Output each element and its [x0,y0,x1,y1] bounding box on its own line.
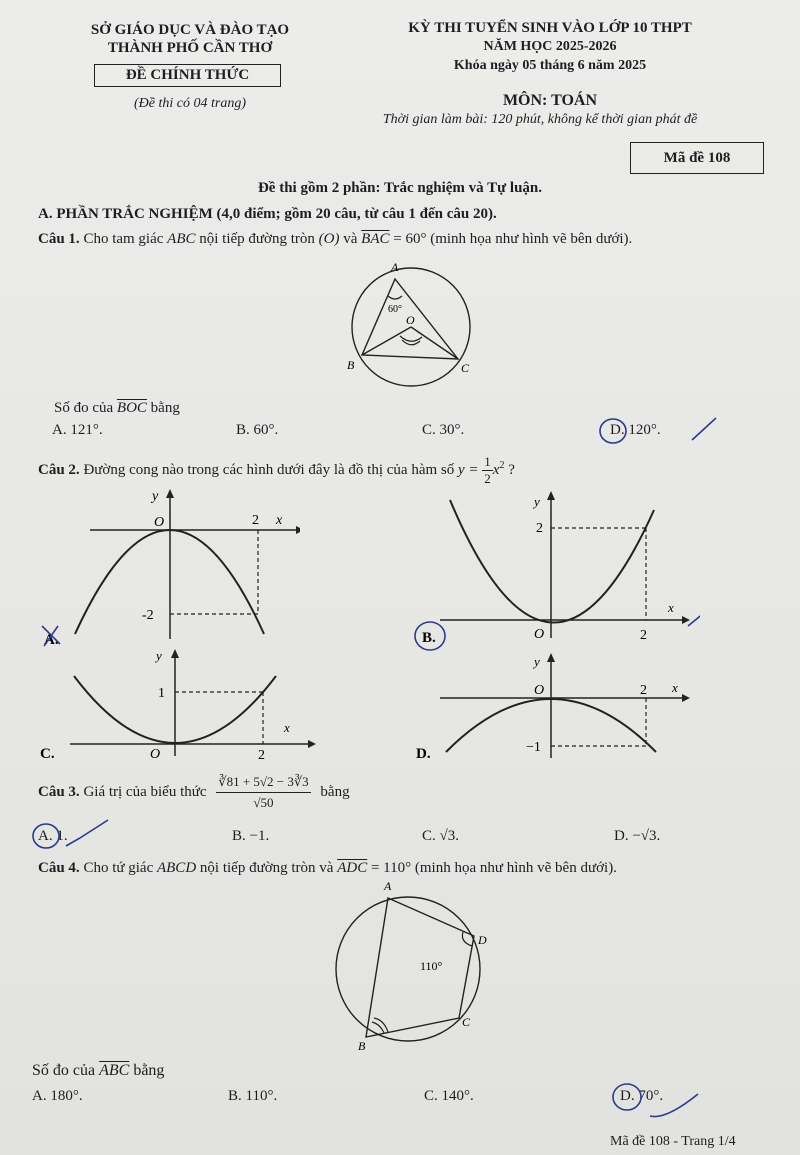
q4-text-b: nội tiếp đường tròn và [199,860,334,876]
q2-func-num: 1 [484,454,491,469]
intro-line: Đề thi gồm 2 phần: Trắc nghiệm và Tự luận. [257,180,543,196]
q1-option-d[interactable]: D. 120°. [610,422,661,438]
q1-ask-a: Số đo của [54,400,114,416]
q2-func-den: 2 [484,471,491,486]
graph-c-y-arrow [171,649,179,658]
graph-a-x-label: x [276,513,283,528]
q3-numerator: ∛81 + 5√2 − 3∛3 [216,772,310,793]
graph-c-x-arrow [308,740,316,748]
graph-a-x-arrow [296,526,300,534]
graph-b-y-arrow [547,491,555,500]
q2-label: Câu 2. [38,461,80,478]
graph-a-tick-m2: -2 [142,608,154,623]
q2-func-exp: 2 [499,459,505,471]
q1-fig-angle: 60° [388,304,402,315]
q1-option-b[interactable]: B. 60°. [236,422,279,438]
question-1 [38,231,632,248]
q4-fig-b: B [358,1039,366,1053]
question-2 [38,454,515,487]
graph-c-label: C. [40,746,55,762]
q3-denominator: √50 [253,795,274,810]
q3-label: Câu 3. [38,783,80,800]
q1-ask-b: bằng [150,400,180,416]
graph-d-x-arrow [682,694,690,702]
graph-a [30,484,300,649]
page-footer: Mã đề 108 - Trang 1/4 [610,1134,736,1149]
q4-eq: = 110° [370,860,412,876]
exam-code-box: Mã đề 108 [630,142,764,174]
graph-b-curve [450,500,654,623]
question-4 [38,860,617,877]
question-3 [38,772,350,813]
q4-ask-b: bằng [133,1062,165,1079]
time-note: Thời gian làm bài: 120 phút, không kể thời gian phát đề [382,112,698,127]
graph-b-tick-mark [688,608,700,626]
q4-option-c[interactable]: C. 140°. [424,1088,474,1104]
q3-pen-mark [28,812,128,852]
q1-answer-circle [600,419,626,443]
q1-text-b: nội tiếp đường tròn [199,231,315,247]
q4-ask [32,1062,164,1080]
q4-angle: $\overline{ADC}$ [337,860,368,876]
q4-option-a[interactable]: A. 180°. [32,1088,83,1104]
q4-tick-mark [650,1094,698,1117]
q1-ask [54,400,180,417]
subject: MÔN: TOÁN [502,92,598,109]
q3-fraction [216,772,310,813]
q2-text: Đường cong nào trong các hình dưới đây là đồ thị của hàm số [83,461,455,478]
q1-text-c: và [343,231,358,247]
q1-fig-c: C [461,361,470,375]
q1-circle: (O) [318,231,340,247]
q3-option-a[interactable]: A. 1. [38,828,68,844]
graph-b-origin: O [534,627,545,642]
q2-func-fraction [482,454,493,487]
graph-d-y-arrow [547,653,555,662]
q4-fig-a: A [384,879,392,893]
graph-d-y-label: y [534,654,540,669]
q1-label: Câu 1. [38,231,80,247]
q3-end: bằng [320,783,350,800]
official-label: ĐỀ CHÍNH THỨC [94,64,281,87]
q3-text: Giá trị của biểu thức [83,783,207,800]
q2-func-end: ? [508,461,515,478]
q4-ask-angle: $\overline{ABC}$ [99,1062,130,1079]
q1-angle-arc-a [388,296,402,299]
q1-abc: ABC [167,231,196,247]
graph-b-x-arrow [682,616,690,624]
q4-answer-circle [613,1084,641,1110]
q4-fig-angle: 110° [420,959,443,973]
q4-pen-mark [606,1076,716,1126]
q3-option-b[interactable]: B. −1. [232,828,270,844]
q4-angle-arc-b [372,1022,384,1033]
q4-fig-d: D [478,933,487,947]
graph-b-y-label: y [534,494,540,509]
q1-fig-b: B [347,358,355,372]
q1-option-c[interactable]: C. 30°. [422,422,465,438]
q2-func-rhs: x [492,461,500,478]
q4-label: Câu 4. [38,860,80,876]
graph-a-y-arrow [166,489,174,498]
graph-c [30,644,320,764]
q3-option-c[interactable]: C. √3. [422,828,459,844]
q1-figure [340,258,490,408]
section-a-title: A. PHẦN TRẮC NGHIỆM (4,0 điểm; gồm 20 câu, từ câu 1 đến câu 20). [38,206,497,222]
q4-circle-shape [336,897,480,1041]
graph-a-label: A. [44,632,59,648]
q2-func-lhs: y = [457,461,479,478]
graph-c-tick-1: 1 [158,686,165,701]
q1-fig-o: O [406,313,415,327]
q4-angle-arc-b2 [374,1018,388,1032]
q3-option-d[interactable]: D. −√3. [614,828,661,844]
q1-text-d: (minh họa như hình vẽ bên dưới). [430,231,633,247]
department-name: SỞ GIÁO DỤC VÀ ĐÀO TẠO [90,22,290,38]
q1-eq: = 60° [393,231,427,247]
graph-a-y-label: y [152,489,159,504]
q1-fig-a: A [391,260,399,274]
graph-b-tick-2x: 2 [640,628,647,643]
graph-d-label: D. [416,746,431,762]
q3-answer-circle [33,824,59,848]
q4-fig-c: C [462,1015,471,1029]
graph-c-y-label: y [156,648,162,663]
q4-text-c: (minh họa như hình vẽ bên dưới). [414,860,617,876]
graph-c-x-label: x [284,720,290,735]
q4-text-a: Cho tứ giác [83,860,154,876]
q1-tick-mark [692,418,716,440]
graph-a-tick-2: 2 [252,513,259,528]
graph-a-origin: O [154,515,165,530]
q4-figure [320,878,510,1053]
q1-pen-mark [596,410,726,450]
city-name: THÀNH PHỐ CẦN THƠ [107,40,273,56]
q1-text-a: Cho tam giác [83,231,164,247]
graph-d-origin: O [534,683,545,698]
exam-date: Khóa ngày 05 tháng 6 năm 2025 [453,58,647,73]
graph-c-origin: O [150,747,161,762]
q4-abcd: ABCD [156,860,197,876]
exam-title: KỲ THI TUYỂN SINH VÀO LỚP 10 THPT [408,20,692,36]
q1-angle: $\overline{BAC}$ [361,231,390,247]
q4-option-d[interactable]: D. 70°. [620,1088,664,1104]
graph-d-x-label: x [672,680,678,695]
graph-b-label: B. [422,630,436,646]
q4-ask-a: Số đo của [32,1062,96,1079]
graph-b-tick-2y: 2 [536,521,543,536]
pages-note: (Đề thi có 04 trang) [134,96,246,111]
q1-ask-angle: $\overline{BOC}$ [116,400,147,416]
school-year: NĂM HỌC 2025-2026 [483,39,617,54]
graph-d [410,646,700,766]
graph-b [410,488,700,653]
q3-tick-mark [66,820,108,846]
graph-c-tick-2: 2 [258,748,265,763]
graph-d-tick-2: 2 [640,683,647,698]
q4-option-b[interactable]: B. 110°. [228,1088,278,1104]
graph-d-tick-m1: −1 [526,740,541,755]
q1-option-a[interactable]: A. 121°. [52,422,103,438]
graph-b-x-label: x [668,600,674,615]
